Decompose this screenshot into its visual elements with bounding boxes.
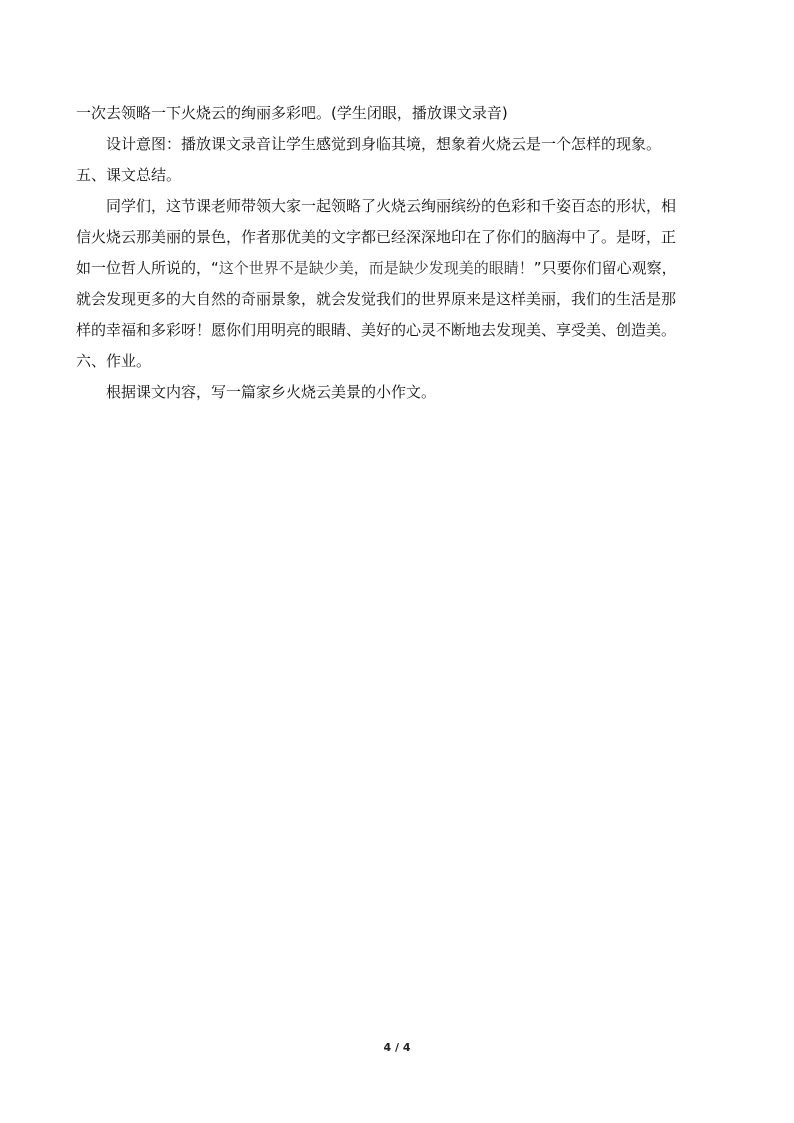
document-body: [76, 98, 716, 408]
page-number: 4 / 4: [383, 1041, 411, 1054]
quote-tail: ”只要你们留心观察，: [533, 259, 677, 277]
text-line: 一次去领略一下火烧云的绚丽多彩吧。(学生闭眼，播放课文录音): [76, 104, 508, 122]
text-line: 同学们，这节课老师带领大家一起领略了火烧云绚丽缤纷的色彩和千姿百态的形状，相: [106, 197, 677, 215]
homework-line: 根据课文内容，写一篇家乡火烧云美景的小作文。: [106, 383, 437, 401]
quote-lead: 如一位哲人所说的，“: [76, 259, 219, 277]
philosopher-quote: 这个世界不是缺少美，而是缺少发现美的眼睛！: [218, 259, 534, 277]
section-heading-summary: 五、课文总结。: [76, 166, 182, 184]
section-heading-homework: 六、作业。: [76, 352, 152, 370]
design-intent-line: 设计意图：播放课文录音让学生感觉到身临其境，想象着火烧云是一个怎样的现象。: [106, 135, 662, 153]
text-line: 就会发现更多的大自然的奇丽景象，就会发觉我们的世界原来是这样美丽，我们的生活是那: [76, 290, 677, 308]
text-line: 样的幸福和多彩呀！愿你们用明亮的眼睛、美好的心灵不断地去发现美、享受美、创造美。: [76, 321, 677, 339]
text-line-with-quote: [76, 253, 716, 284]
text-line: 信火烧云那美丽的景色，作者那优美的文字都已经深深地印在了你们的脑海中了。是呀，正: [76, 228, 677, 246]
